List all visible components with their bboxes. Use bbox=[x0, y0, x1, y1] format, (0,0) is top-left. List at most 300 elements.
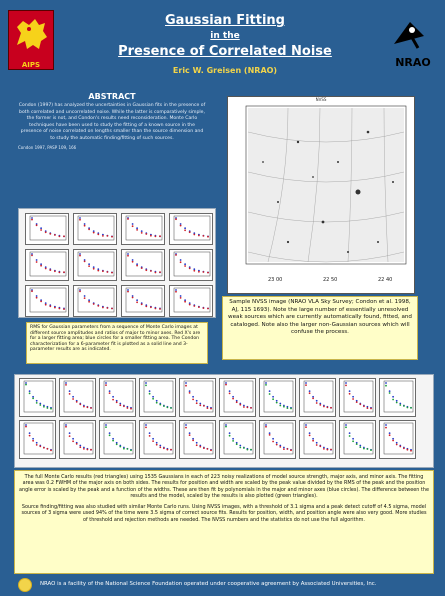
mini-plot-point bbox=[84, 297, 86, 299]
mini-plot-point bbox=[112, 396, 114, 398]
mini-plot-point bbox=[149, 435, 151, 437]
mini-plot-point bbox=[109, 392, 111, 394]
mini-plot-point bbox=[199, 404, 201, 406]
mini-plot-point bbox=[107, 235, 109, 237]
mini-plot-point bbox=[47, 448, 49, 450]
mini-plot-point bbox=[184, 265, 186, 267]
mini-plot-point bbox=[189, 434, 191, 436]
mini-plot-point bbox=[132, 297, 134, 299]
mini-plot-point bbox=[279, 446, 281, 448]
mini-plot-frame bbox=[344, 381, 373, 412]
mini-plot-point bbox=[316, 442, 318, 444]
mini-plot-svg bbox=[122, 250, 164, 280]
mini-plot-point bbox=[36, 400, 38, 402]
mini-plot-point bbox=[403, 448, 405, 450]
mini-plot-point bbox=[152, 398, 154, 400]
mini-plot-svg bbox=[74, 214, 116, 244]
mini-plot-point bbox=[225, 424, 227, 426]
mini-plot-point bbox=[407, 449, 409, 451]
mini-plot-point bbox=[185, 427, 187, 429]
mini-plot-point bbox=[127, 448, 129, 450]
mini-plot-point bbox=[367, 407, 369, 409]
mini-plot-point bbox=[97, 305, 99, 307]
mini-plot-point bbox=[105, 426, 107, 428]
mini-plot-point bbox=[59, 272, 61, 274]
mini-plot-point bbox=[207, 236, 209, 238]
mini-plot-point bbox=[327, 449, 329, 451]
mini-plot-point bbox=[396, 402, 398, 404]
mini-plot-point bbox=[130, 449, 132, 451]
mini-plot-point bbox=[385, 385, 387, 387]
mini-plot-point bbox=[396, 442, 398, 444]
mini-plot-point bbox=[79, 217, 81, 219]
mini-plot-point bbox=[192, 440, 194, 442]
fig1-mini-plot bbox=[169, 285, 213, 317]
mini-plot-point bbox=[25, 426, 27, 428]
fig2-mini-plot bbox=[379, 378, 416, 417]
mini-plot-point bbox=[127, 218, 129, 220]
mini-plot-point bbox=[184, 229, 186, 231]
mini-plot-point bbox=[309, 432, 311, 434]
mini-plot-point bbox=[163, 448, 165, 450]
fig1-mini-plot bbox=[169, 249, 213, 281]
aips-label: AIPS bbox=[21, 61, 41, 69]
mini-plot-point bbox=[36, 297, 38, 299]
mini-plot-svg bbox=[20, 379, 55, 416]
mini-plot-point bbox=[88, 263, 90, 265]
mini-plot-point bbox=[305, 382, 307, 384]
fig2-mini-plot bbox=[299, 420, 336, 459]
mini-plot-point bbox=[102, 235, 104, 237]
mini-plot-frame bbox=[30, 252, 66, 276]
mini-plot-point bbox=[229, 432, 231, 434]
mini-plot-point bbox=[29, 435, 31, 437]
mini-plot-point bbox=[49, 233, 51, 235]
fig2-mini-plot bbox=[59, 420, 96, 459]
mini-plot-point bbox=[180, 297, 182, 299]
mini-plot-point bbox=[105, 384, 107, 386]
mini-plot-point bbox=[65, 384, 67, 386]
mini-plot-point bbox=[330, 407, 332, 409]
mini-plot-point bbox=[36, 224, 38, 226]
mini-plot-point bbox=[389, 390, 391, 392]
mini-plot-point bbox=[145, 233, 147, 235]
mini-plot-svg bbox=[300, 421, 335, 458]
mini-plot-point bbox=[112, 438, 114, 440]
mini-plot-point bbox=[141, 230, 143, 232]
fig2-mini-plot bbox=[219, 420, 256, 459]
mini-plot-point bbox=[69, 435, 71, 437]
mini-plot-point bbox=[196, 400, 198, 402]
mini-plot-point bbox=[29, 390, 31, 392]
mini-plot-point bbox=[105, 424, 107, 426]
mini-plot-point bbox=[63, 271, 65, 273]
mini-plot-point bbox=[40, 301, 42, 303]
mini-plot-point bbox=[189, 432, 191, 434]
mini-plot-point bbox=[132, 261, 134, 263]
mini-plot-point bbox=[119, 446, 121, 448]
mini-plot-point bbox=[229, 393, 231, 395]
mini-plot-frame bbox=[344, 423, 373, 454]
mini-plot-point bbox=[399, 404, 401, 406]
mini-plot-point bbox=[232, 440, 234, 442]
mini-plot-point bbox=[159, 235, 161, 237]
mini-plot-point bbox=[145, 382, 147, 384]
mini-plot-point bbox=[180, 261, 182, 263]
mini-plot-point bbox=[290, 408, 292, 410]
fig2-caption-box bbox=[14, 470, 434, 574]
mini-plot-point bbox=[127, 255, 129, 257]
title-line-2: in the bbox=[210, 31, 240, 41]
mini-plot-point bbox=[132, 223, 134, 225]
fig1-mini-plot bbox=[121, 213, 165, 245]
mini-plot-frame bbox=[104, 423, 133, 454]
mini-plot-point bbox=[65, 426, 67, 428]
mini-plot-point bbox=[127, 253, 129, 255]
mini-plot-svg bbox=[180, 421, 215, 458]
mini-plot-point bbox=[276, 442, 278, 444]
fig1-caption: RMS for Gaussian parameters from a sequence of Monte Carlo images at different source amplitudes and ratios of major to minor axes. Red X's are for a larger fitting area; blue circles for a smaller fitting area. The Condon characterization for a 6-parameter fit is plotted as a solid line and 3-parameter results are as indicated. bbox=[30, 325, 201, 353]
mini-plot-point bbox=[236, 443, 238, 445]
mini-plot-frame bbox=[104, 381, 133, 412]
mini-plot-point bbox=[105, 382, 107, 384]
mini-plot-point bbox=[50, 450, 52, 452]
mini-plot-point bbox=[159, 445, 161, 447]
mini-plot-point bbox=[203, 235, 205, 237]
mini-plot-point bbox=[198, 271, 200, 273]
fig2-mini-plot bbox=[179, 420, 216, 459]
mini-plot-frame bbox=[144, 423, 173, 454]
mini-plot-point bbox=[47, 407, 49, 409]
mini-plot-svg bbox=[260, 421, 295, 458]
mini-plot-point bbox=[69, 393, 71, 395]
mini-plot-point bbox=[363, 448, 365, 450]
mini-plot-point bbox=[250, 407, 252, 409]
mini-plot-point bbox=[32, 440, 34, 442]
fig1-mini-plot bbox=[121, 249, 165, 281]
fig2-mini-plot bbox=[339, 378, 376, 417]
mini-plot-point bbox=[83, 406, 85, 408]
mini-plot-point bbox=[290, 449, 292, 451]
mini-plot-point bbox=[150, 270, 152, 272]
mini-plot-point bbox=[39, 404, 41, 406]
abstract-heading: ABSTRACT bbox=[88, 92, 136, 101]
mini-plot-point bbox=[175, 218, 177, 220]
mini-plot-point bbox=[149, 432, 151, 434]
mini-plot-point bbox=[207, 407, 209, 409]
mini-plot-frame bbox=[384, 381, 413, 412]
mini-plot-svg bbox=[340, 379, 375, 416]
mini-plot-point bbox=[69, 390, 71, 392]
fig2-mini-plot bbox=[259, 378, 296, 417]
mini-plot-point bbox=[145, 424, 147, 426]
mini-plot-point bbox=[145, 269, 147, 271]
mini-plot-point bbox=[265, 426, 267, 428]
footer-nsf-logo bbox=[18, 578, 32, 592]
mini-plot-point bbox=[232, 438, 234, 440]
mini-plot-frame bbox=[126, 216, 162, 240]
mini-plot-point bbox=[265, 382, 267, 384]
mini-plot-point bbox=[367, 448, 369, 450]
mini-plot-point bbox=[159, 404, 161, 406]
mini-plot-frame bbox=[174, 288, 210, 312]
image-caption-box bbox=[222, 296, 418, 360]
mini-plot-point bbox=[396, 400, 398, 402]
mini-plot-point bbox=[193, 305, 195, 307]
title-line-1: Gaussian Fitting bbox=[165, 13, 285, 28]
mini-plot-point bbox=[32, 398, 34, 400]
fig1-mini-plot bbox=[169, 213, 213, 245]
mini-plot-point bbox=[79, 445, 81, 447]
mini-plot-frame bbox=[224, 423, 253, 454]
ra-label-2: 22 50 bbox=[323, 277, 338, 283]
mini-plot-point bbox=[31, 290, 33, 292]
mini-plot-svg bbox=[220, 421, 255, 458]
mini-plot-point bbox=[119, 403, 121, 405]
mini-plot-point bbox=[107, 271, 109, 273]
mini-plot-point bbox=[309, 435, 311, 437]
fig2-mini-plot bbox=[139, 378, 176, 417]
mini-plot-point bbox=[111, 272, 113, 274]
mini-plot-point bbox=[203, 447, 205, 449]
mini-plot-point bbox=[76, 401, 78, 403]
mini-plot-point bbox=[283, 406, 285, 408]
mini-plot-frame bbox=[30, 216, 66, 240]
mini-plot-point bbox=[236, 401, 238, 403]
mini-plot-point bbox=[69, 432, 71, 434]
mini-plot-point bbox=[392, 396, 394, 398]
mini-plot-point bbox=[127, 407, 129, 409]
nrao-logo bbox=[388, 16, 438, 69]
mini-plot-point bbox=[345, 424, 347, 426]
mini-plot-point bbox=[152, 396, 154, 398]
fig2-plot-grid bbox=[15, 375, 433, 462]
aips-logo bbox=[8, 10, 54, 70]
mini-plot-svg bbox=[60, 379, 95, 416]
mini-plot-svg bbox=[140, 421, 175, 458]
fig1-mini-plot bbox=[121, 285, 165, 317]
mini-plot-point bbox=[32, 396, 34, 398]
mini-plot-point bbox=[31, 219, 33, 221]
mini-plot-point bbox=[72, 396, 74, 398]
mini-plot-point bbox=[123, 405, 125, 407]
mini-plot-point bbox=[175, 289, 177, 291]
mini-plot-point bbox=[192, 438, 194, 440]
mini-plot-point bbox=[50, 408, 52, 410]
mini-plot-point bbox=[210, 449, 212, 451]
mini-plot-point bbox=[305, 424, 307, 426]
mini-plot-point bbox=[349, 435, 351, 437]
image-caption: Sample NVSS image (NRAO VLA Sky Survey; Condon et al. 1998, AJ, 115 1693). Note the large number of essentially unresolved weak sources which are currently automatically found, fitted, and cataloged. Note also the larger non-Gaussian sources which will confuse the process. bbox=[228, 299, 412, 336]
mini-plot-point bbox=[323, 448, 325, 450]
mini-plot-point bbox=[196, 444, 198, 446]
abstract-reference: Condon 1997, PASP 109, 166 bbox=[18, 145, 77, 150]
mini-plot-point bbox=[79, 291, 81, 293]
mini-plot-point bbox=[265, 424, 267, 426]
mini-plot-point bbox=[84, 225, 86, 227]
mini-plot-point bbox=[127, 289, 129, 291]
mini-plot-point bbox=[93, 232, 95, 234]
mini-plot-point bbox=[43, 406, 45, 408]
mini-plot-point bbox=[65, 424, 67, 426]
fig2-mini-plot bbox=[339, 420, 376, 459]
mini-plot-point bbox=[287, 448, 289, 450]
fig2-mini-plot bbox=[59, 378, 96, 417]
radio-telescope-icon bbox=[388, 16, 438, 52]
fig2-mini-plot bbox=[99, 420, 136, 459]
mini-plot-point bbox=[184, 263, 186, 265]
mini-plot-point bbox=[145, 427, 147, 429]
mini-plot-frame bbox=[174, 252, 210, 276]
mini-plot-point bbox=[29, 392, 31, 394]
mini-plot-point bbox=[116, 443, 118, 445]
mini-plot-point bbox=[349, 393, 351, 395]
mini-plot-point bbox=[163, 405, 165, 407]
mini-plot-frame bbox=[64, 381, 93, 412]
fig1-caption-box bbox=[26, 322, 208, 364]
mini-plot-point bbox=[225, 426, 227, 428]
mini-plot-point bbox=[184, 227, 186, 229]
mini-plot-point bbox=[155, 272, 157, 274]
mini-plot-svg bbox=[140, 379, 175, 416]
mini-plot-point bbox=[410, 407, 412, 409]
mini-plot-point bbox=[88, 299, 90, 301]
mini-plot-svg bbox=[380, 421, 415, 458]
mini-plot-point bbox=[109, 432, 111, 434]
mini-plot-point bbox=[345, 385, 347, 387]
mini-plot-frame bbox=[184, 423, 213, 454]
mini-plot-point bbox=[272, 398, 274, 400]
mini-plot-point bbox=[29, 432, 31, 434]
mini-plot-frame bbox=[384, 423, 413, 454]
mini-plot-point bbox=[363, 405, 365, 407]
mini-plot-point bbox=[385, 382, 387, 384]
mini-plot-point bbox=[309, 392, 311, 394]
mini-plot-point bbox=[145, 306, 147, 308]
mini-plot-point bbox=[269, 432, 271, 434]
fig1-mini-plot bbox=[73, 213, 117, 245]
mini-plot-point bbox=[389, 434, 391, 436]
mini-plot-point bbox=[111, 236, 113, 238]
mini-plot-point bbox=[111, 308, 113, 310]
mini-plot-point bbox=[352, 438, 354, 440]
mini-plot-point bbox=[392, 438, 394, 440]
mini-plot-svg bbox=[122, 286, 164, 316]
mini-plot-point bbox=[87, 406, 89, 408]
mini-plot-point bbox=[198, 235, 200, 237]
mini-plot-point bbox=[196, 442, 198, 444]
mini-plot-point bbox=[389, 392, 391, 394]
mini-plot-point bbox=[45, 304, 47, 306]
mini-plot-frame bbox=[24, 423, 53, 454]
fig2-mini-plot bbox=[299, 378, 336, 417]
mini-plot-point bbox=[112, 440, 114, 442]
mini-plot-point bbox=[136, 227, 138, 229]
mini-plot-point bbox=[150, 306, 152, 308]
mini-plot-point bbox=[93, 266, 95, 268]
mini-plot-frame bbox=[174, 216, 210, 240]
mini-plot-point bbox=[359, 403, 361, 405]
mini-plot-point bbox=[167, 407, 169, 409]
mini-plot-svg bbox=[20, 421, 55, 458]
mini-plot-point bbox=[102, 307, 104, 309]
mini-plot-point bbox=[276, 444, 278, 446]
mini-plot-point bbox=[305, 426, 307, 428]
mini-plot-point bbox=[180, 295, 182, 297]
mini-plot-point bbox=[229, 435, 231, 437]
mini-plot-point bbox=[79, 253, 81, 255]
mini-plot-svg bbox=[220, 379, 255, 416]
mini-plot-point bbox=[54, 270, 56, 272]
mini-plot-point bbox=[312, 396, 314, 398]
sky-map-svg bbox=[228, 102, 414, 288]
mini-plot-point bbox=[45, 302, 47, 304]
mini-plot-point bbox=[136, 299, 138, 301]
mini-plot-point bbox=[316, 402, 318, 404]
fig1-mini-plot bbox=[25, 213, 69, 245]
mini-plot-point bbox=[199, 403, 201, 405]
mini-plot-point bbox=[189, 231, 191, 233]
mini-plot-point bbox=[136, 229, 138, 231]
mini-plot-svg bbox=[26, 286, 68, 316]
mini-plot-svg bbox=[26, 250, 68, 280]
mini-plot-point bbox=[312, 440, 314, 442]
mini-plot-point bbox=[36, 295, 38, 297]
mini-plot-point bbox=[136, 301, 138, 303]
fig2-panel bbox=[14, 374, 434, 468]
mini-plot-point bbox=[232, 396, 234, 398]
mini-plot-point bbox=[193, 234, 195, 236]
mini-plot-point bbox=[45, 268, 47, 270]
mini-plot-point bbox=[323, 406, 325, 408]
mini-plot-point bbox=[272, 396, 274, 398]
mini-plot-point bbox=[319, 445, 321, 447]
mini-plot-point bbox=[352, 398, 354, 400]
fig1-plot-grid bbox=[19, 209, 215, 321]
mini-plot-point bbox=[31, 255, 33, 257]
mini-plot-point bbox=[199, 446, 201, 448]
mini-plot-point bbox=[269, 390, 271, 392]
mini-plot-point bbox=[132, 225, 134, 227]
mini-plot-svg bbox=[122, 214, 164, 244]
nvss-sky-image bbox=[227, 96, 415, 294]
abstract-panel bbox=[18, 92, 206, 202]
mini-plot-point bbox=[396, 444, 398, 446]
mini-plot-point bbox=[189, 304, 191, 306]
mini-plot-point bbox=[25, 382, 27, 384]
mini-plot-point bbox=[79, 255, 81, 257]
mini-plot-point bbox=[159, 308, 161, 310]
mini-plot-point bbox=[132, 259, 134, 261]
mini-plot-point bbox=[156, 444, 158, 446]
nrao-label: NRAO bbox=[395, 56, 431, 69]
mini-plot-point bbox=[272, 438, 274, 440]
mini-plot-point bbox=[97, 234, 99, 236]
mini-plot-point bbox=[72, 438, 74, 440]
mini-plot-point bbox=[83, 448, 85, 450]
mini-plot-point bbox=[345, 382, 347, 384]
mini-plot-frame bbox=[78, 216, 114, 240]
mini-plot-point bbox=[65, 382, 67, 384]
mini-plot-point bbox=[79, 404, 81, 406]
mini-plot-point bbox=[385, 424, 387, 426]
mini-plot-point bbox=[87, 449, 89, 451]
mini-plot-point bbox=[309, 390, 311, 392]
mini-plot-point bbox=[119, 404, 121, 406]
mini-plot-point bbox=[72, 398, 74, 400]
mini-plot-point bbox=[247, 449, 249, 451]
mini-plot-point bbox=[49, 269, 51, 271]
